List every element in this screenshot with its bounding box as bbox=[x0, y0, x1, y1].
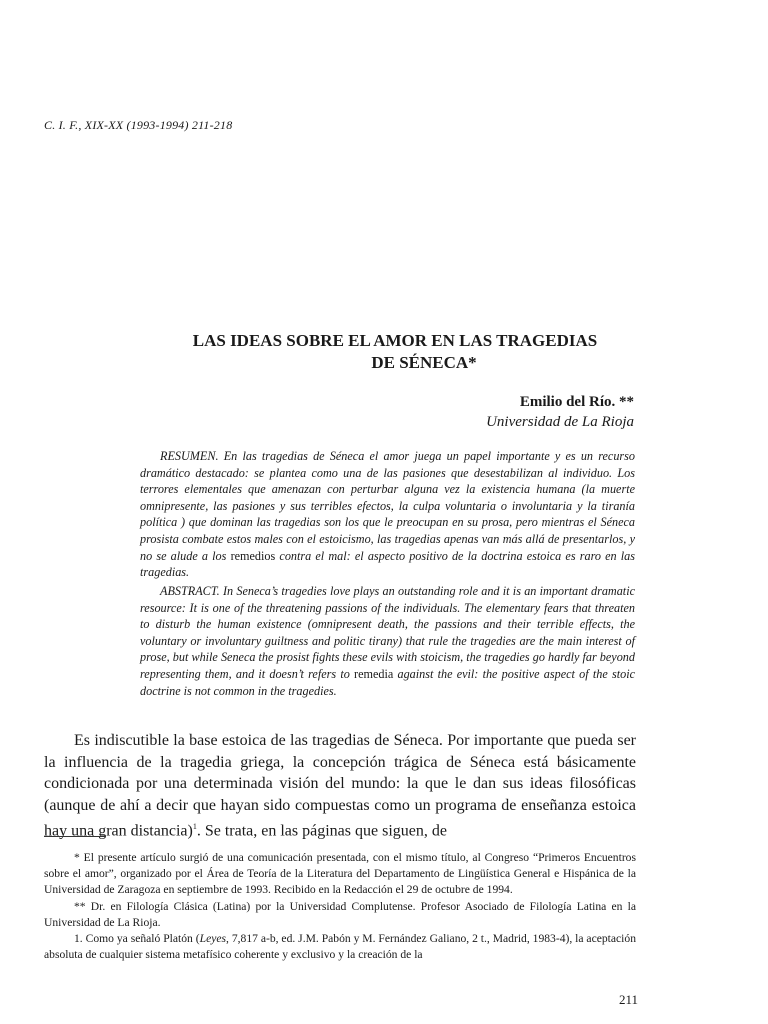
article-title bbox=[0, 330, 768, 374]
footnote-1 bbox=[44, 931, 636, 963]
abstract-text-1: ABSTRACT. In Seneca’s tragedies love plays an outstanding role and it is an important dramatic resource: It is one of the threatening passions of the individuals. The elementary fears that threaten to disturb the human existence (omnipresent death, the passions and their terrible effects, the voluntary or involuntary guiltness and politic tirany) that rule the tragedies are the main interest of prose, but while Seneca the prosist fights these evils with stoicism, the tragedies go hardly far beyond representing them, and it doesn’t refers to bbox=[140, 584, 635, 681]
footnotes bbox=[44, 850, 636, 963]
footnote-star: * El presente artículo surgió de una comunicación presentada, con el mismo título, al Congreso “Primeros Encuentros sobre el amor”, organizado por el Área de Teoría de la Literatura del Departamento de Lingüística General e Hispánica de la Universidad de Zaragoza en septiembre de 1993. Recibido en la Redacción el 29 de octubre de 1994. bbox=[44, 851, 636, 897]
resumen-text-2: contra el mal: el aspecto positivo de la doctrina estoica es raro en las tragedias. bbox=[140, 548, 636, 580]
body-text bbox=[44, 730, 636, 842]
footnote-1-text-1: 1. Como ya señaló Platón ( bbox=[74, 932, 200, 946]
page-number: 211 bbox=[618, 992, 638, 1007]
resumen-text-1: RESUMEN. En las tragedias de Séneca el amor juega un papel importante y es un recurso dramático destacado: se plantea como una de las pasiones que desestabilizan al individuo. Los terrores elementales que amenazan con perturbar alguna vez la existencia humana (la muerte omnipresente, las pasiones y sus terribles efectos, la culpa voluntaria o involuntaria y la tiranía política ) que dominan las tragedias son los que le preocupan en su prosa, pero mientras el Séneca prosista combate estos males con el estoicismo, las tragedias apenas van más allá de presentarlos, y no se alude a los bbox=[140, 449, 635, 563]
author-name: Emilio del Río. ** bbox=[519, 394, 634, 410]
running-head: C. I. F., XIX-XX (1993-1994) 211-218 bbox=[44, 118, 233, 132]
title-line-2: DE SÉNECA* bbox=[371, 353, 477, 372]
title-line-1: LAS IDEAS SOBRE EL AMOR EN LAS TRAGEDIAS bbox=[192, 331, 598, 350]
body-text-1: Es indiscutible la base estoica de las tragedias de Séneca. Por importante que pueda ser la influencia de la tragedia griega, la concepción trágica de Séneca está básicamente condicionada por una determinada visión del mundo: la que le dan sus ideas filosóficas (aunque de ahí a decir que hayan sido compuestas como un programa de enseñanza estoica hay una gran distancia) bbox=[44, 732, 636, 840]
abstract-text-2: against the evil: the positive aspect of the stoic doctrine is not common in the tragedies. bbox=[140, 666, 635, 698]
footnote-double-star: ** Dr. en Filología Clásica (Latina) por la Universidad Complutense. Profesor Asociado de Filología Latina en la Universidad de La Rioja. bbox=[44, 899, 636, 929]
author-affiliation: Universidad de La Rioja bbox=[486, 414, 634, 430]
resumen-block bbox=[140, 448, 635, 581]
resumen-paragraph bbox=[140, 448, 635, 581]
body-paragraph bbox=[44, 730, 636, 842]
author-block bbox=[486, 392, 634, 432]
abstract-block bbox=[140, 583, 635, 699]
footnote-1-italic: Leyes bbox=[199, 932, 227, 946]
abstract-paragraph bbox=[140, 583, 635, 699]
footnote-1-text-2: , 7,817 a-b, ed. J.M. Pabón y M. Fernández Galiano, 2 t., Madrid, 1983-4), la aceptación absoluta de cualquier sistema metafísico coherente y exclusivo y la creación de la bbox=[44, 932, 636, 962]
body-text-2: . Se trata, en las páginas que siguen, de bbox=[196, 822, 447, 840]
resumen-remedios-word: remedios bbox=[230, 548, 276, 563]
footnote-reference-1[interactable]: 1 bbox=[192, 822, 197, 831]
abstract-remedia-word: remedia bbox=[354, 666, 394, 681]
footnote-divider bbox=[44, 836, 106, 837]
